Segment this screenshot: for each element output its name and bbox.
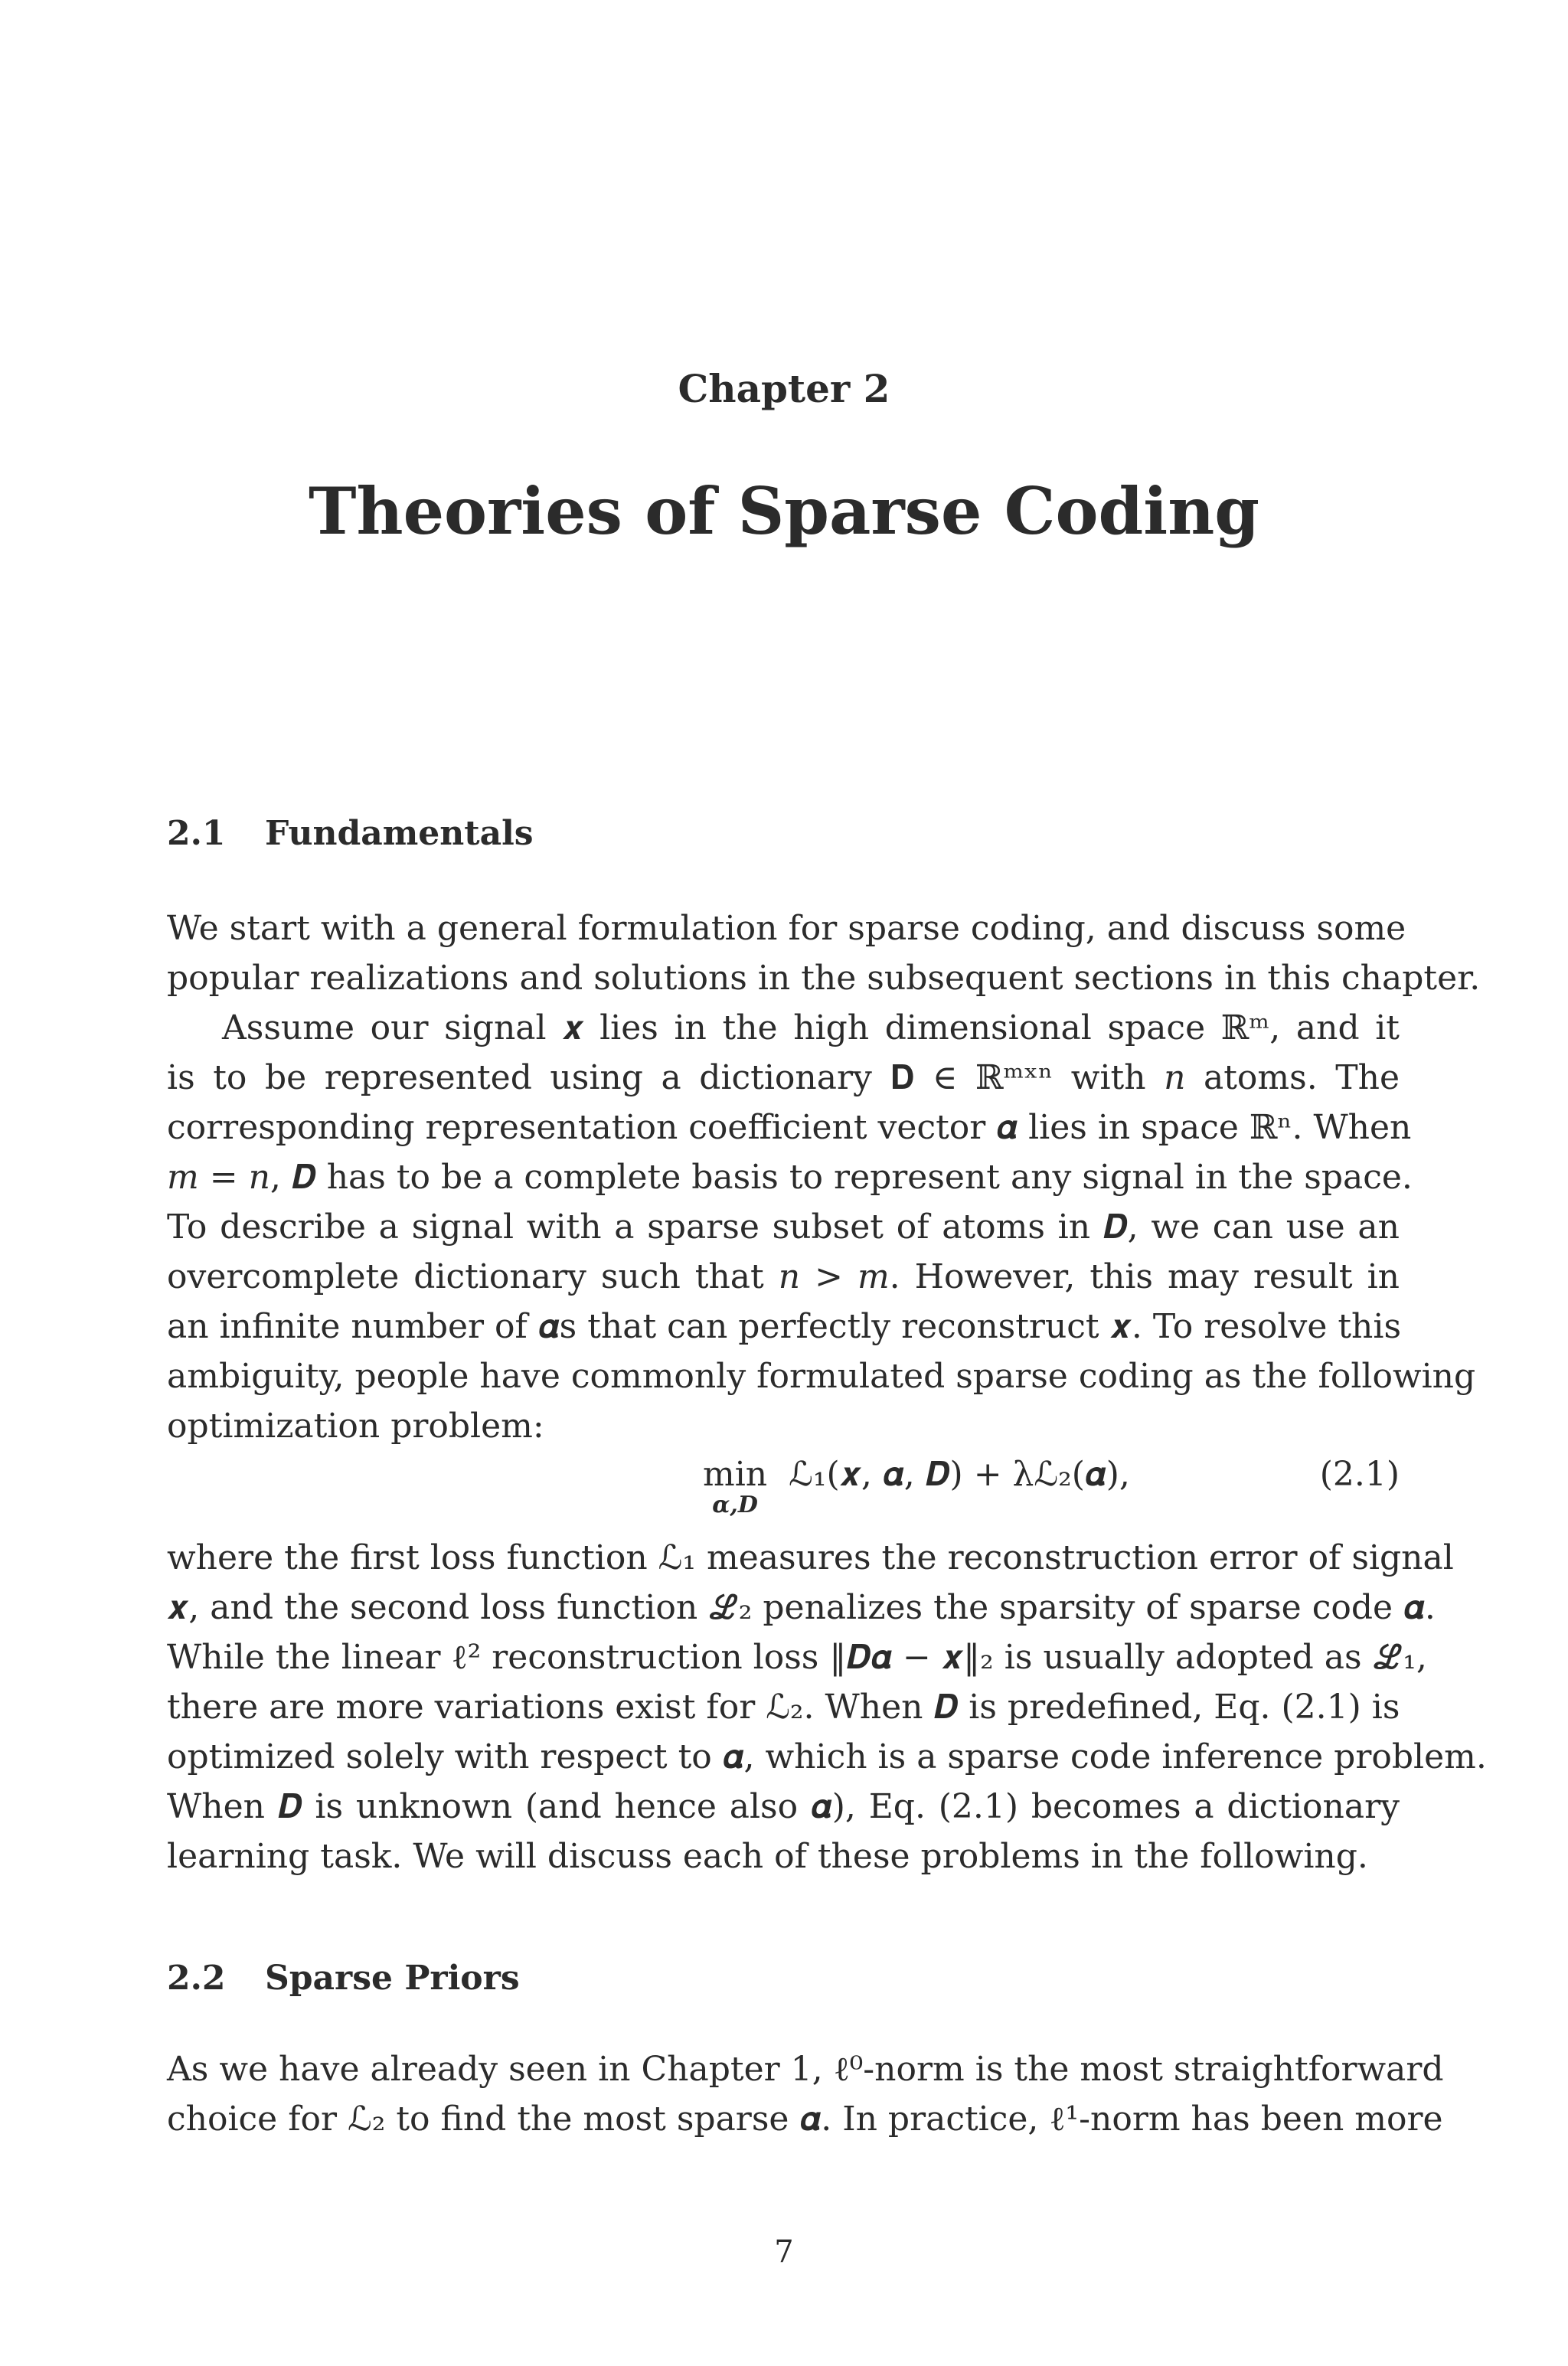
paragraph-line: corresponding representation coefficient vector 𝜶 lies in space ℝⁿ. When — [167, 1108, 1412, 1147]
paragraph-line: is to be represented using a dictionary 𝐃 ∈ ℝᵐˣⁿ with 𝑛 atoms. The — [167, 1058, 1400, 1097]
section-number: 2.2 — [167, 1959, 226, 1998]
paragraph-line: 𝒙, and the second loss function ℒ₂ penalizes the sparsity of sparse code 𝜶. — [167, 1588, 1436, 1627]
equation-operator: min — [703, 1455, 768, 1494]
equation-body — [703, 1455, 1130, 1517]
paragraph-line: While the linear ℓ² reconstruction loss ‖𝑫𝜶 − 𝒙‖₂ is usually adopted as ℒ₁, — [167, 1638, 1427, 1677]
section-number: 2.1 — [167, 814, 226, 853]
paragraph-line: choice for ℒ₂ to find the most sparse 𝜶. In practice, ℓ¹-norm has been more — [167, 2100, 1443, 2139]
equation-subscript: α,D — [712, 1492, 758, 1518]
equation-2-1 — [167, 1455, 1400, 1539]
paragraph-line: where the first loss function ℒ₁ measures the reconstruction error of signal — [167, 1538, 1454, 1577]
paragraph-line — [167, 1003, 1400, 1053]
section-heading-2-2 — [167, 1959, 520, 1998]
equation-expression: ℒ₁(𝒙, 𝜶, 𝑫) + λℒ₂(𝜶), — [789, 1455, 1130, 1494]
equation-number: (2.1) — [1319, 1455, 1400, 1494]
paragraph-line: To describe a signal with a sparse subset of atoms in 𝑫, we can use an — [167, 1208, 1400, 1247]
chapter-label: Chapter 2 — [678, 366, 890, 411]
paragraph-line: learning task. We will discuss each of these problems in the following. — [167, 1837, 1368, 1876]
paragraph-sparse-priors — [167, 2044, 1444, 2144]
paragraph-line: optimized solely with respect to 𝜶, which is a sparse code inference problem. — [167, 1737, 1487, 1776]
chapter-title: Theories of Sparse Coding — [309, 473, 1259, 549]
paragraph-loss-functions — [167, 1533, 1487, 1881]
paragraph-line: 𝑚 = 𝑛, 𝑫 has to be a complete basis to represent any signal in the space. — [167, 1158, 1413, 1197]
paragraph-line-text: Assume our signal 𝒙 lies in the high dimensional space ℝᵐ, and it — [222, 1008, 1400, 1047]
paragraph-line: an infinite number of 𝜶s that can perfectly reconstruct 𝒙. To resolve this — [167, 1307, 1402, 1346]
paragraph-line: overcomplete dictionary such that 𝑛 > 𝑚. However, this may result in — [167, 1257, 1400, 1296]
page-number: 7 — [774, 2234, 794, 2270]
equation-min-operator — [703, 1455, 767, 1517]
paragraph-line: there are more variations exist for ℒ₂. When 𝑫 is predefined, Eq. (2.1) is — [167, 1688, 1400, 1727]
section-title: Fundamentals — [265, 814, 534, 853]
paragraph-line: optimization problem: — [167, 1407, 544, 1446]
paragraph-formulation — [167, 1003, 1476, 1451]
section-heading-2-1 — [167, 814, 534, 853]
section-title: Sparse Priors — [265, 1959, 520, 1998]
paragraph-line: We start with a general formulation for sparse coding, and discuss some — [167, 909, 1406, 948]
paragraph-line: ambiguity, people have commonly formulated sparse coding as the following — [167, 1357, 1476, 1396]
paragraph-intro — [167, 904, 1481, 1003]
paragraph-line: As we have already seen in Chapter 1, ℓ⁰-norm is the most straightforward — [167, 2050, 1444, 2089]
paragraph-line: When 𝑫 is unknown (and hence also 𝜶), Eq. (2.1) becomes a dictionary — [167, 1787, 1400, 1826]
paragraph-line: popular realizations and solutions in the subsequent sections in this chapter. — [167, 959, 1481, 998]
